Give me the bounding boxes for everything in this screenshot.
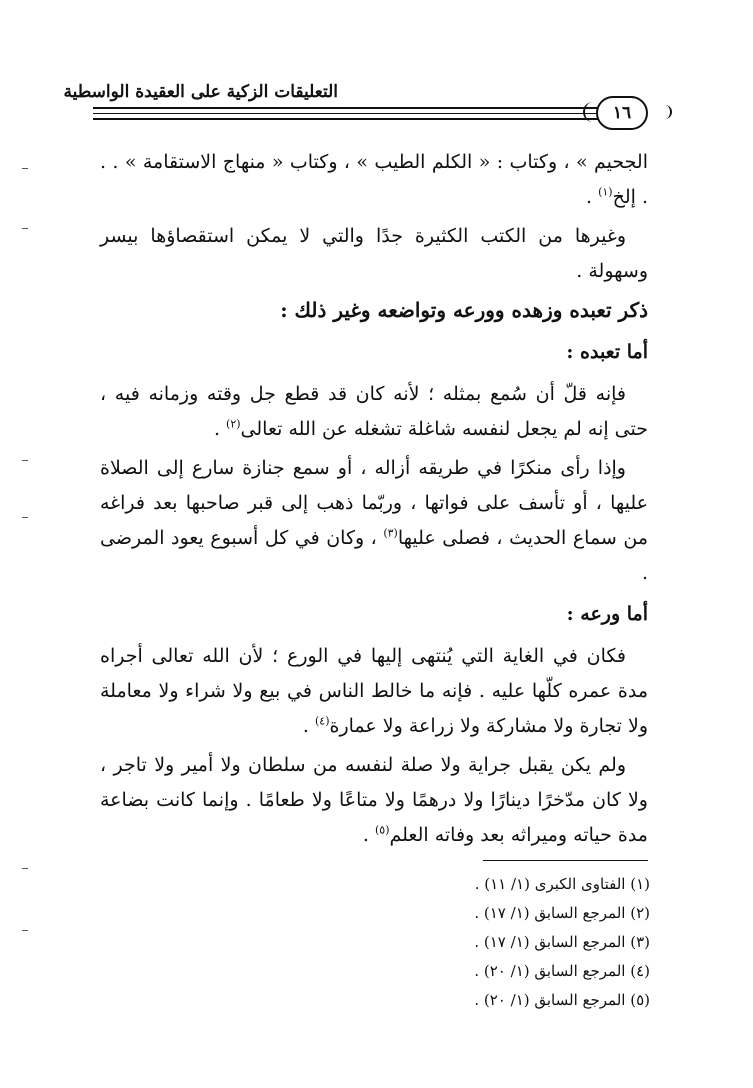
footnote-item: (٢) المرجع السابق (١/ ١٧) .: [474, 904, 650, 922]
running-header-title: التعليقات الزكية على العقيدة الواسطية: [63, 82, 338, 102]
footnote-item: (٣) المرجع السابق (١/ ١٧) .: [474, 933, 650, 951]
header-rule-top: [93, 107, 598, 109]
main-text: [100, 145, 648, 857]
paragraph: وغيرها من الكتب الكثيرة جدًا والتي لا يمكن استقصاؤها بيسر وسهولة .: [100, 225, 648, 282]
header-rule-middle: [93, 113, 598, 114]
footnote-ref: (٣): [383, 526, 398, 540]
paragraph: الجحيم » ، وكتاب : « الكلم الطيب » ، وكتاب « منهاج الاستقامة » . . . إلخ$^{(١)}$ .: [100, 151, 648, 208]
footnote-separator: [483, 860, 648, 861]
header-rule-bottom: [93, 118, 598, 120]
margin-mark: [22, 930, 28, 931]
footnotes: [300, 870, 650, 1015]
footnote-item: (٤) المرجع السابق (١/ ٢٠) .: [474, 962, 650, 980]
paragraph: فإنه قلّ أن سُمع بمثله ؛ لأنه كان قد قطع جل وقته وزمانه فيه ، حتى إنه لم يجعل لنفسه شاغلة تشغله عن الله تعالى$^{(٢)}$ .: [100, 383, 648, 440]
paragraph: وإذا رأى منكرًا في طريقه أزاله ، أو سمع جنازة سارع إلى الصلاة عليها ، أو تأسف على فواتها ، وربّما ذهب إلى قبر صاحبها بعد فراغه من سماع الحديث ، فصلى عليها$^{(٣)}$ ، وكان في كل أسبوع يعود المرضى .: [100, 457, 648, 584]
margin-mark: [22, 168, 28, 169]
paragraph: ولم يكن يقبل جراية ولا صلة لنفسه من سلطان ولا أمير ولا تاجر ، ولا كان مدّخرًا دينارًا ولا درهمًا ولا متاعًا ولا طعامًا . وإنما كانت بضاعة مدة حياته وميراثه بعد وفاته العلم$^{(٥)}$ .: [100, 754, 648, 846]
footnote-ref: (١): [598, 185, 613, 199]
margin-mark: [22, 460, 28, 461]
header-rule-end-ornament: [648, 105, 672, 119]
paragraph: فكان في الغاية التي يُنتهى إليها في الورع ؛ لأن الله تعالى أجراه مدة عمره كلّها عليه . فإنه ما خالط الناس في بيع ولا شراء ولا معاملة ولا تجارة ولا مشاركة ولا زراعة ولا عمارة$^{(٤)}$ .: [100, 645, 648, 737]
footnote-ref: (٥): [374, 823, 390, 837]
subheading-piety: أما ورعه :: [566, 603, 648, 625]
margin-mark: [22, 517, 28, 518]
page-number: ١٦: [596, 96, 648, 130]
margin-mark: [22, 868, 28, 869]
footnote-item: (١) الفتاوى الكبرى (١/ ١١) .: [474, 875, 650, 893]
section-heading: ذكر تعبده وزهده وورعه وتواضعه وغير ذلك :: [280, 298, 648, 322]
subheading-worship: أما تعبده :: [566, 341, 648, 363]
footnote-ref: (٢): [226, 417, 241, 431]
footnote-ref: (٤): [314, 714, 330, 728]
footnote-item: (٥) المرجع السابق (١/ ٢٠) .: [474, 991, 650, 1009]
margin-mark: [22, 228, 28, 229]
